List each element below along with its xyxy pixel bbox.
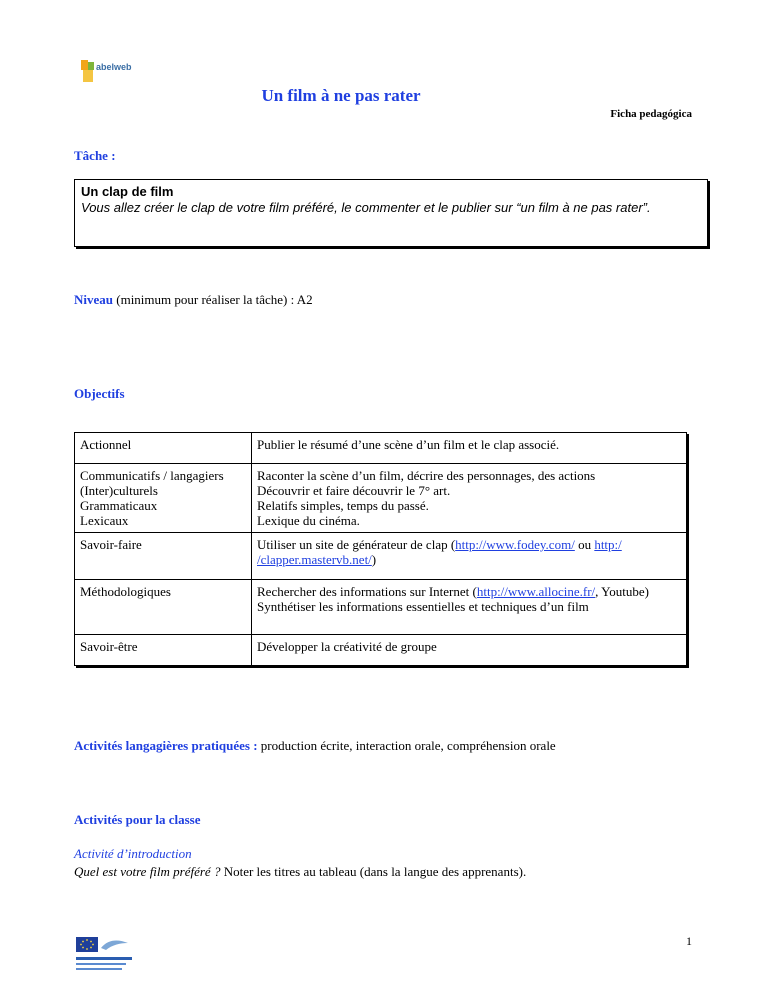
objectifs-heading: Objectifs — [74, 386, 125, 401]
intro-text — [74, 864, 526, 880]
table-row — [75, 533, 687, 580]
methodo-text: Rechercher des informations sur Internet ( — [257, 584, 477, 599]
activites-text: production écrite, interaction orale, compréhension orale — [257, 738, 556, 753]
savoir-faire-mid: ou — [574, 537, 595, 552]
row-value: Publier le résumé d’une scène d’un film et le clap associé. — [252, 433, 687, 464]
row-label: Méthodologiques — [75, 580, 252, 635]
table-row — [75, 580, 687, 635]
value-grammaticaux: Relatifs simples, temps du passé. — [257, 498, 429, 513]
objectifs-table — [74, 432, 687, 666]
tache-box-text: Vous allez créer le clap de votre film préféré, le commenter et le publier sur “un film à ne pas rater”. — [81, 200, 651, 215]
page-number: 1 — [686, 934, 692, 948]
row-label — [75, 464, 252, 533]
logo-text: abelweb — [96, 62, 132, 72]
eu-programme-logo — [76, 935, 136, 975]
row-value — [252, 533, 687, 580]
intro-instruction: Noter les titres au tableau (dans la langue des apprenants). — [220, 864, 527, 879]
row-value: Développer la créativité de groupe — [252, 635, 687, 666]
value-communicatifs: Raconter la scène d’un film, décrire des personnages, des actions — [257, 468, 596, 483]
label-communicatifs: Communicatifs / langagiers — [80, 468, 224, 483]
babelweb-logo — [80, 58, 142, 84]
tache-heading: Tâche : — [74, 148, 116, 163]
activites-line — [74, 738, 556, 754]
value-lexicaux: Lexique du cinéma. — [257, 513, 360, 528]
label-lexicaux: Lexicaux — [80, 513, 129, 528]
methodo-after: , Youtube) — [595, 584, 649, 599]
savoir-faire-text: Utiliser un site de générateur de clap ( — [257, 537, 456, 552]
fodey-link[interactable]: http://www.fodey.com/ — [455, 537, 575, 552]
row-label: Savoir-faire — [75, 533, 252, 580]
row-value — [252, 464, 687, 533]
label-grammaticaux: Grammaticaux — [80, 498, 158, 513]
label-interculturels: (Inter)culturels — [80, 483, 158, 498]
niveau-line — [74, 292, 313, 308]
intro-question: Quel est votre film préféré ? — [74, 864, 221, 879]
row-label: Actionnel — [75, 433, 252, 464]
intro-heading: Activité d’introduction — [74, 846, 192, 861]
table-row — [75, 464, 687, 533]
table-row — [75, 433, 687, 464]
classe-heading: Activités pour la classe — [74, 812, 201, 827]
value-interculturels: Découvrir et faire découvrir le 7° art. — [257, 483, 451, 498]
niveau-text: (minimum pour réaliser la tâche) : A2 — [113, 292, 313, 307]
activites-label: Activités langagières pratiquées : — [74, 738, 258, 753]
row-value — [252, 580, 687, 635]
niveau-label: Niveau — [74, 292, 113, 307]
tache-box-title: Un clap de film — [81, 184, 174, 199]
clapper-link[interactable]: http:/ /clapper.mastervb.net/ — [257, 537, 622, 567]
allocine-link[interactable]: http://www.allocine.fr/ — [476, 584, 596, 599]
methodo-line2: Synthétiser les informations essentielles et techniques d’un film — [257, 599, 589, 614]
row-label: Savoir-être — [75, 635, 252, 666]
savoir-faire-end: ) — [371, 552, 377, 567]
tache-box — [74, 179, 708, 247]
fiche-label: Ficha pedagógica — [610, 108, 692, 120]
document-title: Un film à ne pas rater — [261, 86, 421, 105]
table-row — [75, 635, 687, 666]
